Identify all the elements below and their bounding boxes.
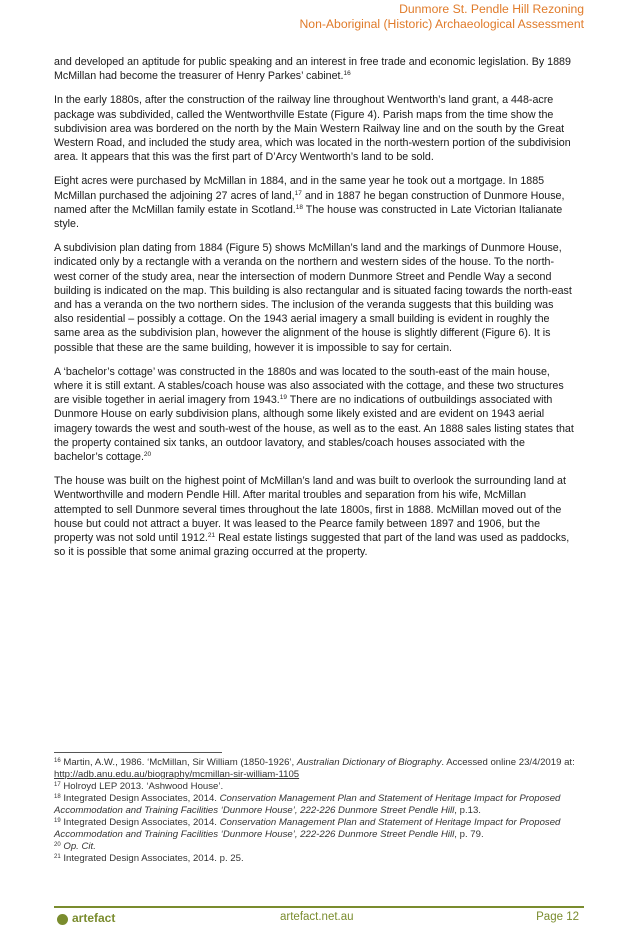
footnote: $^{20}$ Op. Cit.: [54, 841, 96, 852]
paragraph: A subdivision plan dating from 1884 (Figure 5) shows McMillan’s land and the markings of Dunmore House, indicated only by a rectangle with a veranda on the northern and western sides of the house. To the north-west corner of the study area, near the intersection of modern Dunmore Street and Pendle Way a second building is indicated on the map. This building is also rectangular and is situated facing towards the north-east and has a veranda on the two northern sides. The inclusion of the veranda suggests that this building was also residential – possibly a cottage. On the 1943 aerial imagery a small building is evident in roughly the same area as the subdivision plan, however the alignment of the house is slightly different (Figure 6). It is possible that these are the same building, however it is impossible to say for certain.: [54, 242, 572, 354]
footer-divider: [54, 906, 584, 908]
footnote: $^{17}$ Holroyd LEP 2013. ‘Ashwood House’.: [54, 781, 224, 792]
logo-text: artefact: [72, 911, 116, 925]
paragraph: In the early 1880s, after the construction of the railway line throughout Wentworth’s land grant, a 448-acre package was subdivided, called the Wentworthville Estate (Figure 4). Parish maps from the time show the subdivision area was bordered on the north by the Main Western Railway line and on the south by the Great Western Road, and included the study area, which was located in the north-western portion of the subdivision area. It appears that this was the first part of D’Arcy Wentworth’s land to be sold.: [54, 94, 571, 164]
footnote-ref[interactable]: 18: [295, 203, 304, 211]
body-text: [54, 55, 576, 570]
footnote-ref[interactable]: 16: [343, 70, 351, 78]
page-header: [300, 2, 585, 32]
paragraph: and developed an aptitude for public speaking and an interest in free trade and economic legislation. By 1889 McMillan had become the treasurer of Henry Parkes’ cabinet.$^{16}$: [54, 56, 571, 83]
paragraph: Eight acres were purchased by McMillan in 1884, and in the same year he took out a mortgage. In 1885 McMillan purchased the adjoining 27 acres of land,$^{17}$ and in 1887 he began construction of Dunmore House, named after the McMillan family estate in Scotland.$^{18}$ The house was constructed in Late Victorian Italianate style.: [54, 175, 565, 231]
paragraph: The house was built on the highest point of McMillan’s land and was built to overlook the surrounding land at Wentworthville and modern Pendle Hill. After marital troubles and separation from his wife, McMillan attempted to sell Dunmore several times throughout the late 1800s, first in 1888. McMillan moved out of the house but could not attract a buyer. It was leased to the Pearce family between 1897 and 1906, but the property was not sold until 1912.21 Real estate listings suggested that part of the land was used as paddocks, so it is possible that some animal grazing occurred at the property.: [54, 475, 570, 559]
footnote-ref[interactable]: 21: [207, 532, 216, 540]
footnote: $^{21}$ Integrated Design Associates, 2014. p. 25.: [54, 853, 244, 864]
header-report-title: Non-Aboriginal (Historic) Archaeological Assessment: [299, 17, 584, 31]
page-number: Page 12: [536, 911, 579, 923]
footnote-ref[interactable]: 20: [143, 451, 152, 459]
footnote: $^{18}$ Integrated Design Associates, 2014. Conservation Management Plan and Statement of Heritage Impact for Proposed Accommodation and Training Facilities ‘Dunmore House’, 222-226 Dunmore Street Pendle Hill, p.13.: [54, 793, 561, 816]
footnote-link[interactable]: http://adb.anu.edu.au/biography/mcmillan-sir-william-1105: [54, 769, 300, 780]
footer-url[interactable]: artefact.net.au: [280, 911, 354, 923]
page-footer: [0, 911, 637, 924]
footnote-divider: [54, 752, 222, 753]
footnote-ref[interactable]: 19: [279, 394, 287, 402]
footnotes: [54, 757, 584, 865]
footnote: $^{19}$ Integrated Design Associates, 2014. Conservation Management Plan and Statement of Heritage Impact for Proposed Accommodation and Training Facilities ‘Dunmore House’, 222-226 Dunmore Street Pendle Hill, p. 79.: [54, 817, 561, 840]
paragraph: A ‘bachelor’s cottage’ was constructed in the 1880s and was located to the south-east of the main house, where it is still extant. A stables/coach house was also associated with the cottage, and these two structures are visible together in aerial imagery from 1943.19 There are no indications of outbuildings associated with Dunmore House on early subdivision plans, although some likely existed and are evident on 1943 aerial imagery towards the west and south-west of the house, as well as to the east. An 1888 sales listing states that the property contained six tanks, an outdoor lavatory, and stables/coach houses associated with the bachelor’s cottage.$^{20}$: [54, 365, 574, 464]
logo-icon: [57, 914, 68, 925]
header-project-title: Dunmore St. Pendle Hill Rezoning: [399, 2, 584, 16]
footnote-ref[interactable]: 17: [294, 189, 302, 197]
footnote: $^{16}$ Martin, A.W., 1986. ‘McMillan, Sir William (1850-1926’, Australian Dictionary of Biography. Accessed online 23/4/2019 at: http://adb.anu.edu.au/biography/mcmillan-sir-william-1105: [54, 757, 575, 780]
